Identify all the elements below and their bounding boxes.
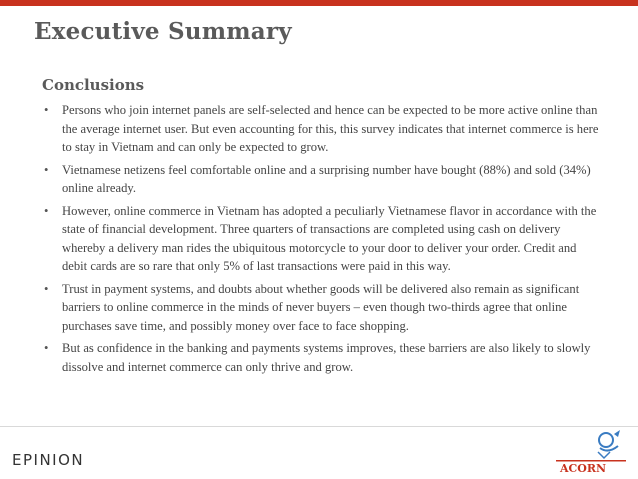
bullet-marker: • (44, 162, 49, 177)
acorn-emblem-icon (598, 430, 620, 458)
list-item (42, 202, 600, 276)
acorn-logo-text: ACORN (560, 462, 607, 474)
list-item (42, 280, 600, 336)
bullet-text: However, online commerce in Vietnam has adopted a peculiarly Vietnamese flavor in accordance with the state of financial development. Three quarters of transactions are completed using cash on delivery whereby a delivery man rides the ubiquitous motorcycle to your door to deliver your order. Credit and debit cards are so rare that only 5% of last transactions were paid in this way. (62, 203, 597, 273)
epinion-logo-text: EPINION (12, 451, 85, 469)
footer-divider (0, 426, 638, 427)
bullet-text: Vietnamese netizens feel comfortable online and a surprising number have bought (88%) and sold (34%) online already. (62, 162, 591, 195)
bullet-text: Trust in payment systems, and doubts about whether goods will be delivered also remain as significant barriers to online commerce in the minds of never buyers – even though two-thirds agree that online purchases save time, and possibly money over face to face shopping. (62, 281, 580, 333)
bullet-text: Persons who join internet panels are self-selected and hence can be expected to be more active online than the average internet user. But even accounting for this, this survey indicates that internet commerce is here to stay in Vietnam and can only be expected to grow. (62, 103, 599, 154)
top-accent-bar (0, 0, 638, 6)
slide-title: Executive Summary (34, 18, 292, 45)
bullet-marker: • (44, 341, 49, 355)
conclusions-list (42, 101, 600, 380)
bullet-marker: • (44, 203, 49, 218)
list-item (42, 339, 600, 376)
epinion-logo (12, 451, 84, 469)
bullet-text: But as confidence in the banking and payments systems improves, these barriers are also likely to slowly dissolve and internet commerce can only thrive and grow. (62, 341, 591, 374)
bullet-marker: • (44, 103, 49, 117)
list-item (42, 161, 600, 198)
list-item (42, 101, 600, 157)
bullet-marker: • (44, 281, 49, 296)
acorn-logo (548, 428, 628, 474)
section-heading: Conclusions (42, 76, 145, 94)
